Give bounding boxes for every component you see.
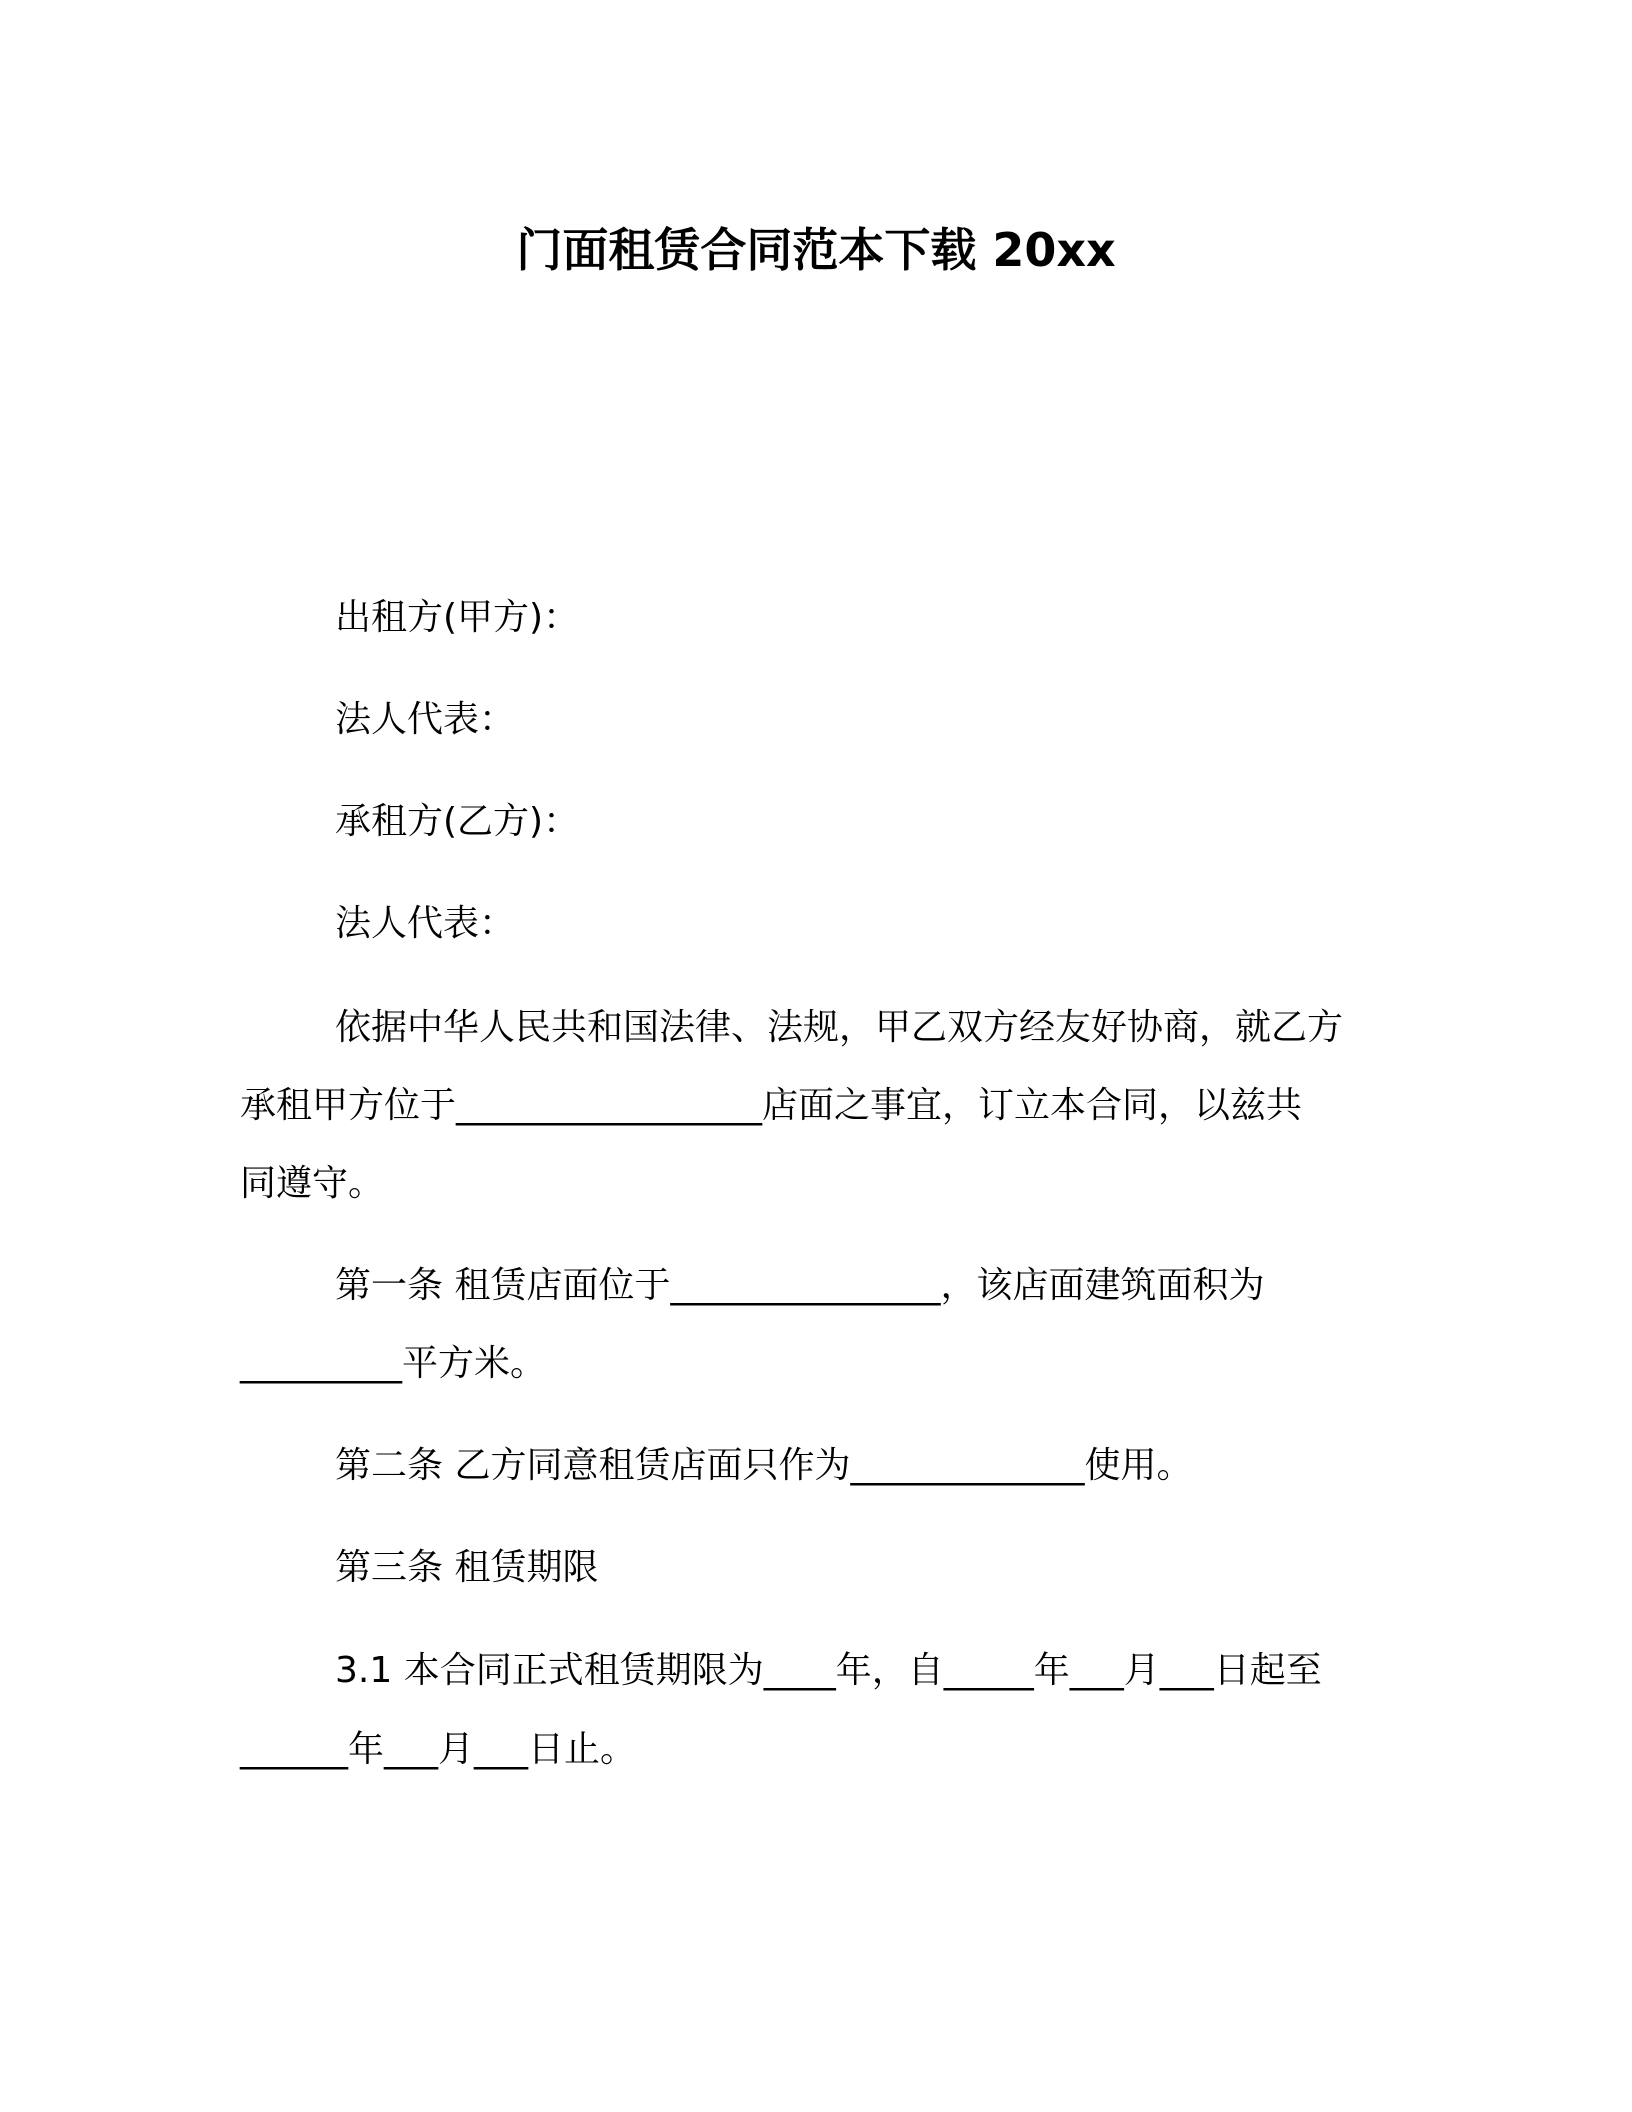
clause-3-1-line-1: 3.1 本合同正式租赁期限为____年，自_____年___月___日起至	[335, 1650, 1322, 1691]
article-3-heading: 第三条 租赁期限	[335, 1547, 599, 1588]
lessee-line: 承租方(乙方)：	[335, 801, 580, 842]
article-1-line-2: _________平方米。	[240, 1343, 547, 1384]
lessee-legal-rep-line: 法人代表：	[335, 903, 516, 944]
document-title: 门面租赁合同范本下载 20xx	[516, 223, 1116, 277]
preamble-line-2: 承租甲方位于_________________店面之事宜，订立本合同，以兹共	[240, 1085, 1303, 1126]
article-1-line-1: 第一条 租赁店面位于_______________，该店面建筑面积为	[335, 1265, 1265, 1306]
clause-3-1-line-2: ______年___月___日止。	[240, 1729, 637, 1770]
article-2-line: 第二条 乙方同意租赁店面只作为_____________使用。	[335, 1445, 1193, 1486]
preamble-line-1: 依据中华人民共和国法律、法规，甲乙双方经友好协商，就乙方	[335, 1007, 1344, 1048]
lessor-legal-rep-line: 法人代表：	[335, 699, 516, 740]
lessor-line: 出租方(甲方)：	[335, 597, 580, 638]
preamble-line-3: 同遵守。	[240, 1163, 385, 1204]
